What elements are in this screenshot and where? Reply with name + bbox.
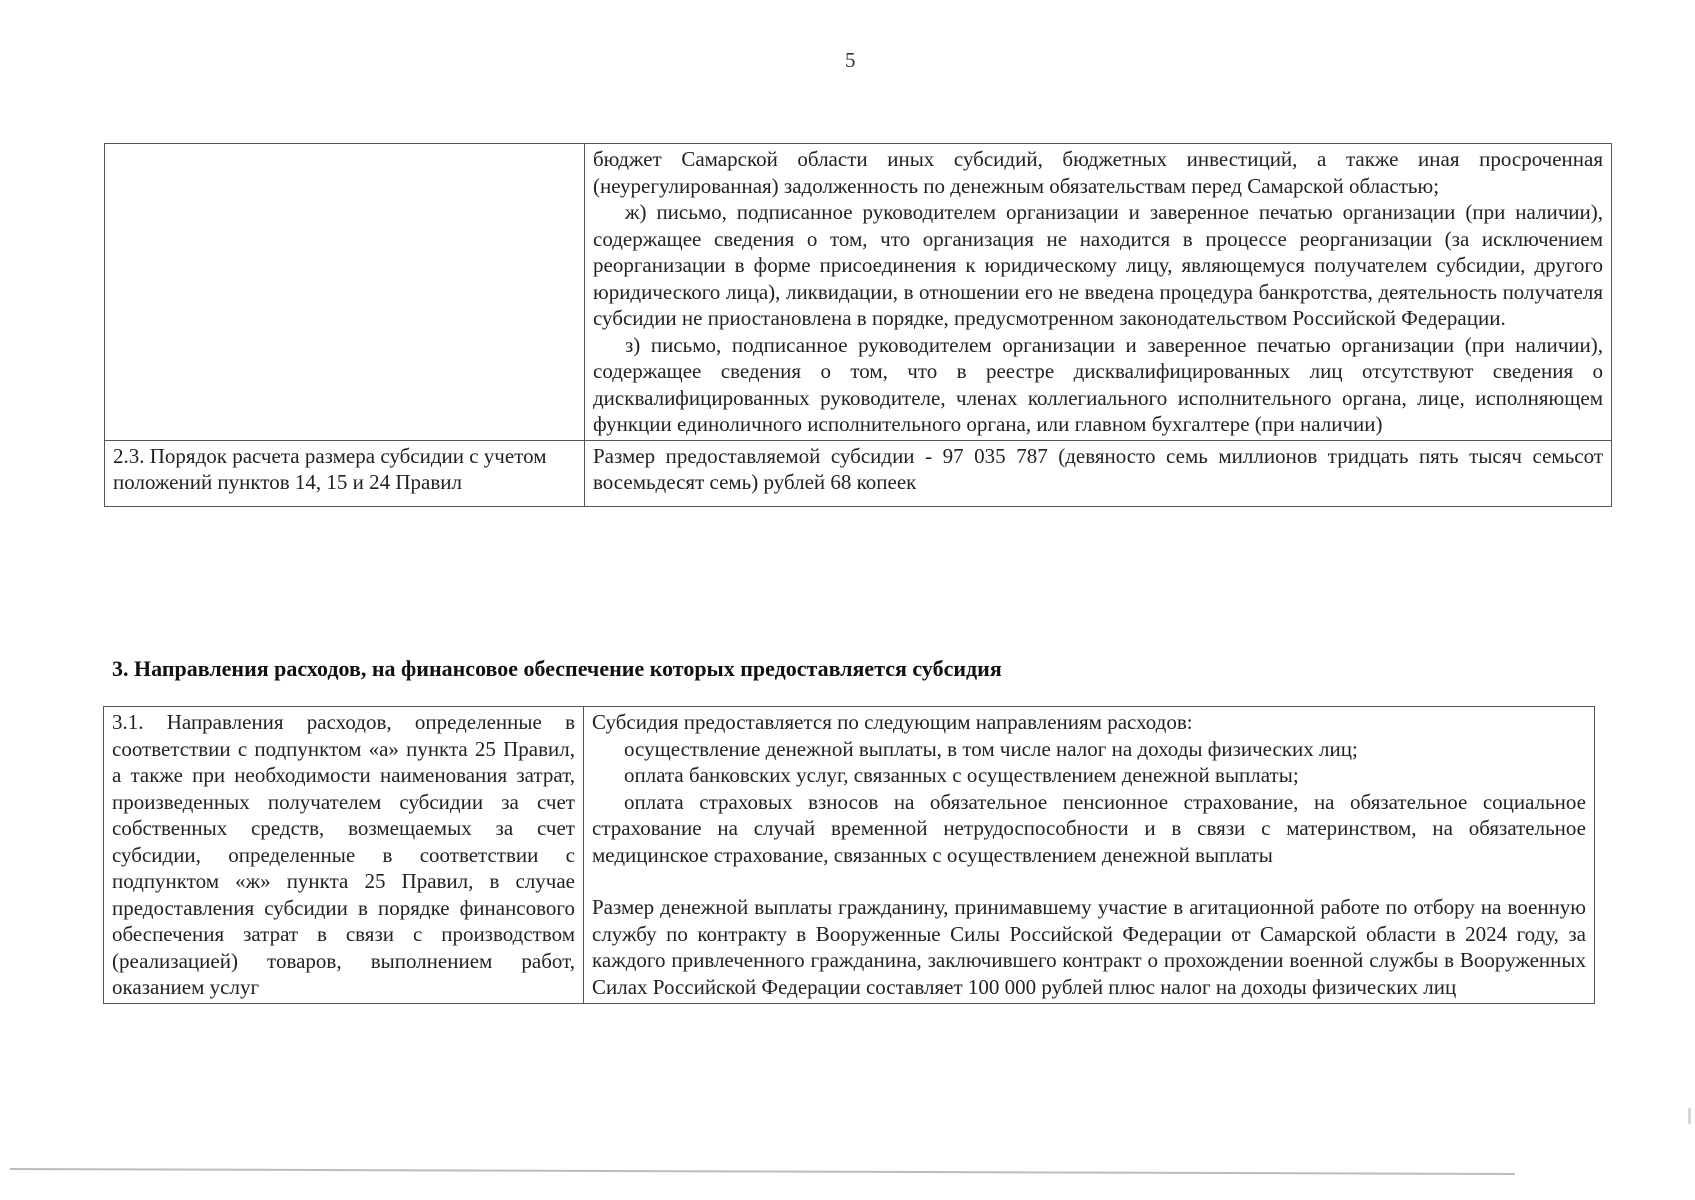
payment-amount-note: Размер денежной выплаты гражданину, принимавшему участие в агитационной работе по отбору на военную службу по контракту в Вооруженные Силы Российской Федерации от Самарской области в 2024 году, за каждого привлеченного гражданина, заключившего контракт о прохождении военной службы в Вооруженных Силах Российской Федерации составляет 100 000 рублей плюс налог на доходы физических лиц xyxy=(592,895,1586,999)
table-expense-directions xyxy=(103,706,1595,1004)
scan-artifact-line xyxy=(10,1168,1515,1175)
expense-item: оплата банковских услуг, связанных с осуществлением денежной выплаты; xyxy=(624,763,1299,787)
expense-intro: Субсидия предоставляется по следующим направлениям расходов: xyxy=(592,710,1193,734)
row-content xyxy=(584,707,1595,1004)
section-heading-3: 3. Направления расходов, на финансовое обеспечение которых предоставляется субсидия xyxy=(112,656,1002,681)
table-row xyxy=(104,707,1595,1004)
scan-edge-mark xyxy=(1688,1108,1691,1124)
page-number: 5 xyxy=(845,48,856,72)
table-row xyxy=(105,144,1612,441)
row-content xyxy=(585,440,1612,506)
row-label xyxy=(105,144,585,441)
table-row xyxy=(105,440,1612,506)
paragraph-letter-z: з) письмо, подписанное руководителем организации и заверенное печатью организации (при наличии), содержащее сведения о том, что в реестре дисквалифицированных лиц отсутствуют сведения о дисквалифицированных руководителе, членах коллегиального исполнительного органа, лице, исполняющем функции единоличного исполнительного органа, или главном бухгалтере (при наличии) xyxy=(593,332,1603,436)
row-label-3-1: 3.1. Направления расходов, определенные в соответствии с подпунктом «а» пункта 25 Правил, а также при необходимости наименования затрат, произведенных получателем субсидии за счет собственных средств, возмещаемых за счет субсидии, определенные в соответствии с подпунктом «ж» пункта 25 Правил, в случае предоставления субсидии в порядке финансового обеспечения затрат в связи с производством (реализацией) товаров, выполнением работ, оказанием услуг xyxy=(104,707,584,1004)
expense-item: оплата страховых взносов на обязательное пенсионное страхование, на обязательное социальное страхование на случай временной нетрудоспособности и в связи с материнством, на обязательное медицинское страхование, связанных с осуществлением денежной выплаты xyxy=(592,789,1586,867)
paragraph-letter-zh: ж) письмо, подписанное руководителем организации и заверенное печатью организации (при наличии), содержащее сведения о том, что организация не находится в процессе реорганизации (за исключением реорганизации в форме присоединения к юридическому лицу, являющемуся получателем субсидии, другого юридического лица), ликвидации, в отношении его не введена процедура банкротства, деятельность получателя субсидии не приостановлена в порядке, предусмотренном законодательством Российской Федерации. xyxy=(593,200,1603,330)
expense-item: осуществление денежной выплаты, в том числе налог на доходы физических лиц; xyxy=(624,736,1358,761)
subsidy-amount-text: Размер предоставляемой субсидии - 97 035 787 (девяносто семь миллионов тридцать пять тысяч семьсот восемьдесят семь) рублей 68 копеек xyxy=(593,443,1603,494)
table-subsidy-conditions xyxy=(104,143,1612,507)
spacer xyxy=(592,868,1586,894)
paragraph-debt: бюджет Самарской области иных субсидий, бюджетных инвестиций, а также иная просроченная (неурегулированная) задолженность по денежным обязательствам перед Самарской областью; xyxy=(593,147,1603,198)
row-label-2-3: 2.3. Порядок расчета размера субсидии с учетом положений пунктов 14, 15 и 24 Правил xyxy=(105,440,585,506)
row-content xyxy=(585,144,1612,441)
